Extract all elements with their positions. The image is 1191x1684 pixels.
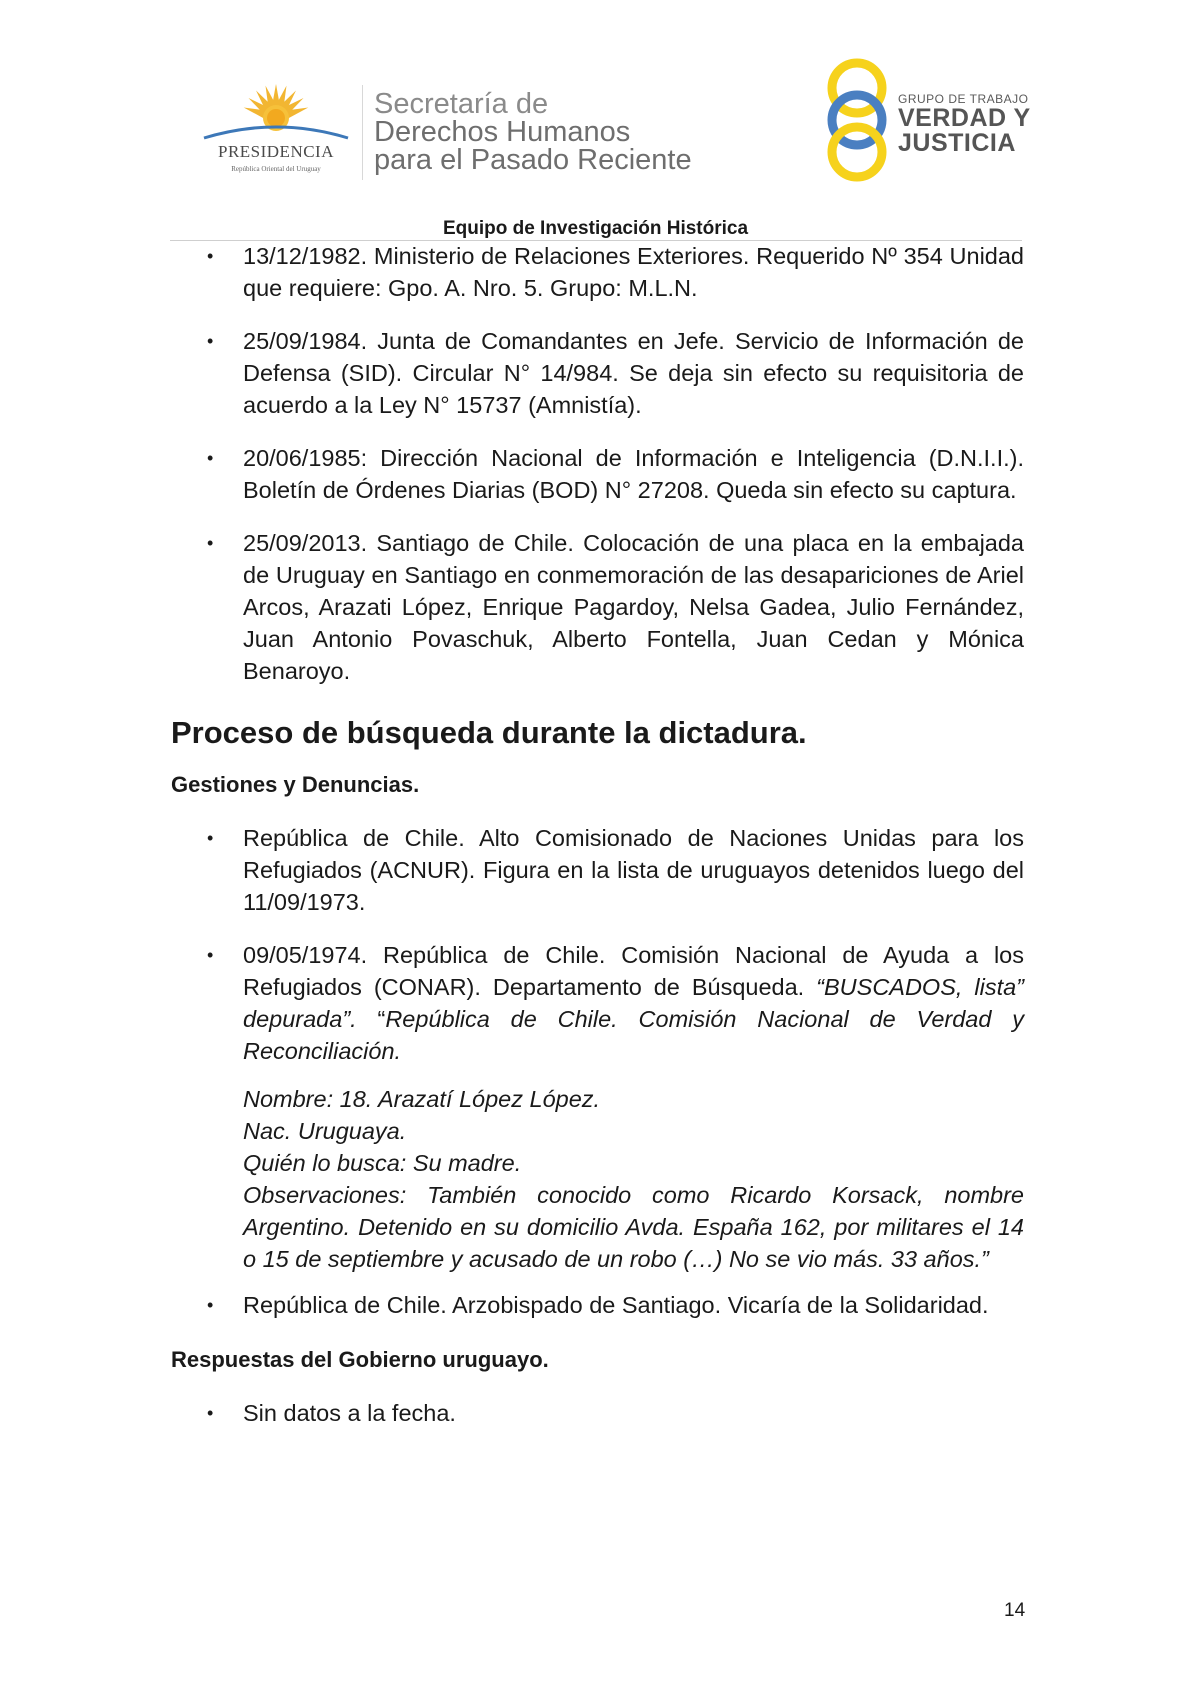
quote-line-observaciones: Observaciones: También conocido como Ricardo Korsack, nombre Argentino. Detenido en su domicilio Avda. España 162, por militares el 14 o 15 de septiembre y acusado de un robo (…) No se vio más. 33 años.”: [243, 1182, 1024, 1272]
list-item-text: Sin datos a la fecha.: [243, 1400, 456, 1426]
grupo-title-line1: VERDAD Y: [898, 104, 1031, 132]
subsection-title-respuestas: Respuestas del Gobierno uruguayo.: [171, 1347, 549, 1372]
list-item-text: “: [356, 1006, 386, 1032]
bullet-icon: •: [207, 533, 214, 553]
list-item-text: República de Chile. Alto Comisionado de Naciones Unidas para los Refugiados (ACNUR). Figura en la lista de uruguayos detenidos luego del 11/09/1973.: [243, 825, 1024, 915]
secretaria-logo-text: [374, 90, 692, 174]
quote-line-nacionalidad: Nac. Uruguaya.: [243, 1118, 407, 1144]
grupo-trabajo-logo: [822, 58, 1032, 183]
list-item: [171, 1289, 1024, 1321]
list-item: [171, 1397, 1024, 1429]
interlocking-rings-icon: [822, 58, 892, 183]
quote-line-nombre: Nombre: 18. Arazatí López López.: [243, 1086, 601, 1112]
quoted-record: [171, 1083, 1024, 1275]
list-item: [171, 527, 1024, 687]
list-item-text: 09/05/1974. República de Chile. Comisión Nacional de Ayuda a los Refugiados (CONAR). Departamento de Búsqueda.: [243, 942, 1024, 1000]
list-item: [171, 442, 1024, 506]
list-item-text: 13/12/1982. Ministerio de Relaciones Exteriores. Requerido Nº 354 Unidad que requiere: Gpo. A. Nro. 5. Grupo: M.L.N.: [243, 243, 1024, 301]
list-item-text: República de Chile. Arzobispado de Santiago. Vicaría de la Solidaridad.: [243, 1292, 989, 1318]
secretaria-line1: Secretaría de: [374, 88, 549, 120]
presidencia-title: PRESIDENCIA: [217, 142, 334, 161]
list-item: [171, 822, 1024, 918]
header-divider: [362, 85, 363, 180]
secretaria-line2: Derechos Humanos: [374, 116, 631, 148]
list-item-text: 25/09/2013. Santiago de Chile. Colocación de una placa en la embajada de Uruguay en Santiago en conmemoración de las desapariciones de Ariel Arcos, Arazati López, Enrique Pagardoy, Nelsa Gadea, Julio Fernández, Juan Antonio Povaschuk, Alberto Fontella, Juan Cedan y Mónica Benaroyo.: [243, 530, 1024, 684]
subsection-title-gestiones: Gestiones y Denuncias.: [171, 772, 420, 797]
presidencia-logo: [196, 80, 356, 180]
list-item-italic: República de Chile. Comisión Nacional de Verdad y Reconciliación.: [243, 1006, 1024, 1064]
secretaria-line3: para el Pasado Reciente: [374, 144, 692, 176]
main-content: [171, 240, 1024, 1429]
grupo-title: [898, 106, 1031, 156]
bullet-icon: •: [207, 448, 214, 468]
bullet-icon: •: [207, 331, 214, 351]
bullet-icon: •: [207, 1295, 214, 1315]
bullet-icon: •: [207, 945, 214, 965]
list-item: [171, 240, 1024, 304]
page-number: 14: [1004, 1600, 1026, 1621]
section-title: Proceso de búsqueda durante la dictadura.: [171, 715, 807, 750]
presidencia-subtitle: República Oriental del Uruguay: [231, 165, 321, 173]
grupo-small-label: GRUPO DE TRABAJO: [898, 92, 1029, 106]
bullet-icon: •: [207, 1403, 214, 1423]
sun-emblem-icon: [196, 80, 356, 142]
grupo-title-line2: JUSTICIA: [898, 129, 1016, 157]
bullet-icon: •: [207, 828, 214, 848]
list-item: [171, 939, 1024, 1067]
list-item-text: 20/06/1985: Dirección Nacional de Información e Inteligencia (D.N.I.I.). Boletín de Órdenes Diarias (BOD) N° 27208. Queda sin efecto su captura.: [243, 445, 1024, 503]
list-item-text: 25/09/1984. Junta de Comandantes en Jefe. Servicio de Información de Defensa (SID). Circular N° 14/984. Se deja sin efecto su requisitoria de acuerdo a la Ley N° 15737 (Amnistía).: [243, 328, 1024, 418]
list-item: [171, 325, 1024, 421]
running-header: Equipo de Investigación Histórica: [442, 218, 749, 239]
list-item-italic: “BUSCADOS, lista” depurada”.: [243, 974, 1024, 1032]
quote-line-busca: Quién lo busca: Su madre.: [243, 1150, 522, 1176]
bullet-icon: •: [207, 246, 214, 266]
